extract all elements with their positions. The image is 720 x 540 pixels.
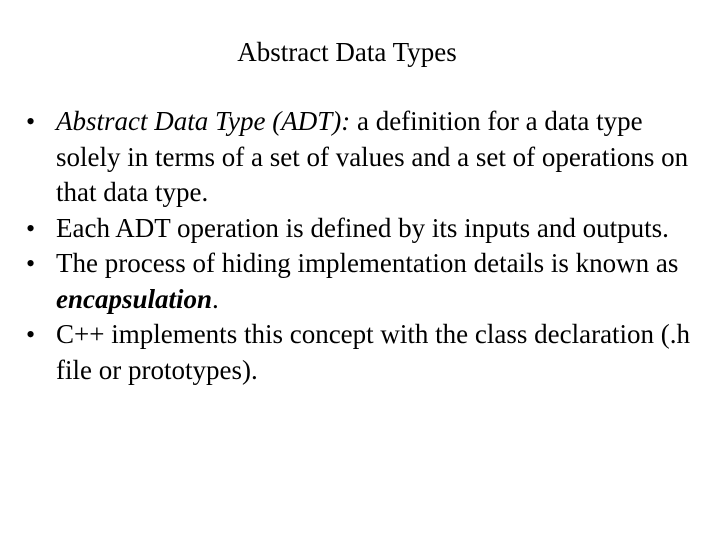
bullet-item-adt-operations [26, 211, 696, 247]
bullet-dot-icon: • [26, 213, 36, 243]
slide-title: Abstract Data Types [237, 37, 457, 67]
bullet-dot-icon: • [26, 320, 36, 349]
encapsulation-text-after: . [212, 283, 219, 314]
bullet-item-cpp-class [26, 317, 696, 388]
adt-definition-text: a definition for a data type solely in terms of a set of values and a set of operations on that data type. [56, 106, 689, 207]
bullet-dot-icon: • [26, 249, 36, 278]
cpp-class-text: C++ implements this concept with the class declaration (.h file or prototypes). [56, 319, 691, 385]
bullet-item-encapsulation [26, 246, 696, 317]
encapsulation-text-before: The process of hiding implementation details is known as [56, 248, 679, 278]
encapsulation-term: encapsulation [56, 283, 213, 314]
bullet-item-adt-definition [26, 104, 696, 211]
bullet-dot-icon: • [26, 107, 36, 136]
adt-operations-text: Each ADT operation is defined by its inputs and outputs. [56, 212, 669, 243]
adt-term: Abstract Data Type (ADT): [56, 106, 351, 136]
bullet-list [26, 104, 696, 388]
